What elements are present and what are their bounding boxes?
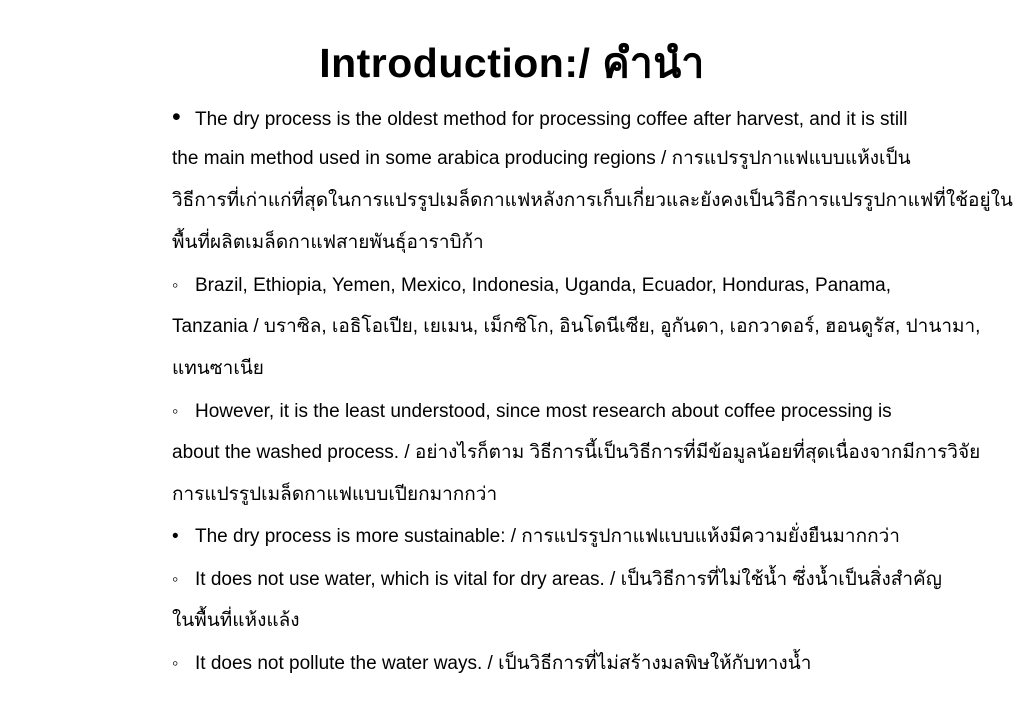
bullet-line	[172, 474, 962, 516]
bullet-text: However, it is the least understood, since most research about coffee processing is	[195, 401, 892, 422]
bullet-marker: ◦	[172, 401, 179, 421]
bullet-text: the main method used in some arabica producing regions / การแปรรูปกาแฟแบบแห้งเป็น	[172, 148, 911, 169]
bullet-item	[172, 516, 962, 558]
bullet-marker: ◦	[172, 569, 179, 589]
bullet-text: Tanzania / บราซิล, เอธิโอเปีย, เยเมน, เม็กซิโก, อินโดนีเซีย, อูกันดา, เอกวาดอร์, ฮอนดูรัส, ปานามา,	[172, 316, 981, 337]
bullet-line	[172, 348, 962, 390]
bullet-text: Brazil, Ethiopia, Yemen, Mexico, Indonesia, Uganda, Ecuador, Honduras, Panama,	[195, 275, 892, 296]
bullet-text: การแปรรูปเมล็ดกาแฟแบบเปียกมากกว่า	[172, 484, 498, 505]
bullet-text: แทนซาเนีย	[172, 358, 264, 379]
bullet-item	[172, 264, 981, 390]
bullet-line	[172, 600, 962, 642]
bullet-line	[172, 306, 981, 348]
bullet-line	[172, 516, 962, 558]
bullet-line	[172, 432, 981, 474]
bullet-text: It does not pollute the water ways. / เป็นวิธีการที่ไม่สร้างมลพิษให้กับทางน้ำ	[195, 653, 812, 674]
bullet-text: It does not use water, which is vital for dry areas. / เป็นวิธีการที่ไม่ใช้น้ำ ซึ่งน้ำเป็นสิ่งสำคัญ	[195, 569, 942, 590]
bullet-text: ในพื้นที่แห้งแล้ง	[172, 610, 300, 631]
bullet-line	[172, 390, 962, 432]
bullet-line	[172, 222, 962, 264]
bullet-list	[172, 96, 1013, 684]
bullet-text: The dry process is more sustainable: / การแปรรูปกาแฟแบบแห้งมีความยั่งยืนมากกว่า	[195, 526, 900, 547]
bullet-item	[172, 96, 1013, 264]
bullet-text: The dry process is the oldest method for processing coffee after harvest, and it is still	[195, 109, 908, 130]
bullet-line	[172, 138, 962, 180]
bullet-line	[172, 642, 962, 684]
bullet-text: วิธีการที่เก่าแก่ที่สุดในการแปรรูปเมล็ดกาแฟหลังการเก็บเกี่ยวและยังคงเป็นวิธีการแปรรูปกาแฟที่ใช้อยู่ใน	[172, 190, 1013, 211]
page-title: Introduction:/ คำนำ	[319, 40, 705, 86]
bullet-item	[172, 642, 962, 684]
bullet-item	[172, 390, 981, 516]
bullet-marker: •	[172, 526, 179, 547]
bullet-line	[172, 180, 1013, 222]
bullet-item	[172, 558, 962, 642]
bullet-marker: ◦	[172, 653, 179, 673]
bullet-marker: •	[172, 103, 181, 131]
bullet-text: about the washed process. / อย่างไรก็ตาม วิธีการนี้เป็นวิธีการที่มีข้อมูลน้อยที่สุดเนื่องจากมีการวิจัย	[172, 442, 981, 463]
bullet-marker: ◦	[172, 275, 179, 295]
bullet-line	[172, 558, 962, 600]
bullet-line	[172, 264, 962, 306]
bullet-text: พื้นที่ผลิตเมล็ดกาแฟสายพันธุ์อาราบิก้า	[172, 232, 484, 253]
bullet-line	[172, 96, 962, 138]
